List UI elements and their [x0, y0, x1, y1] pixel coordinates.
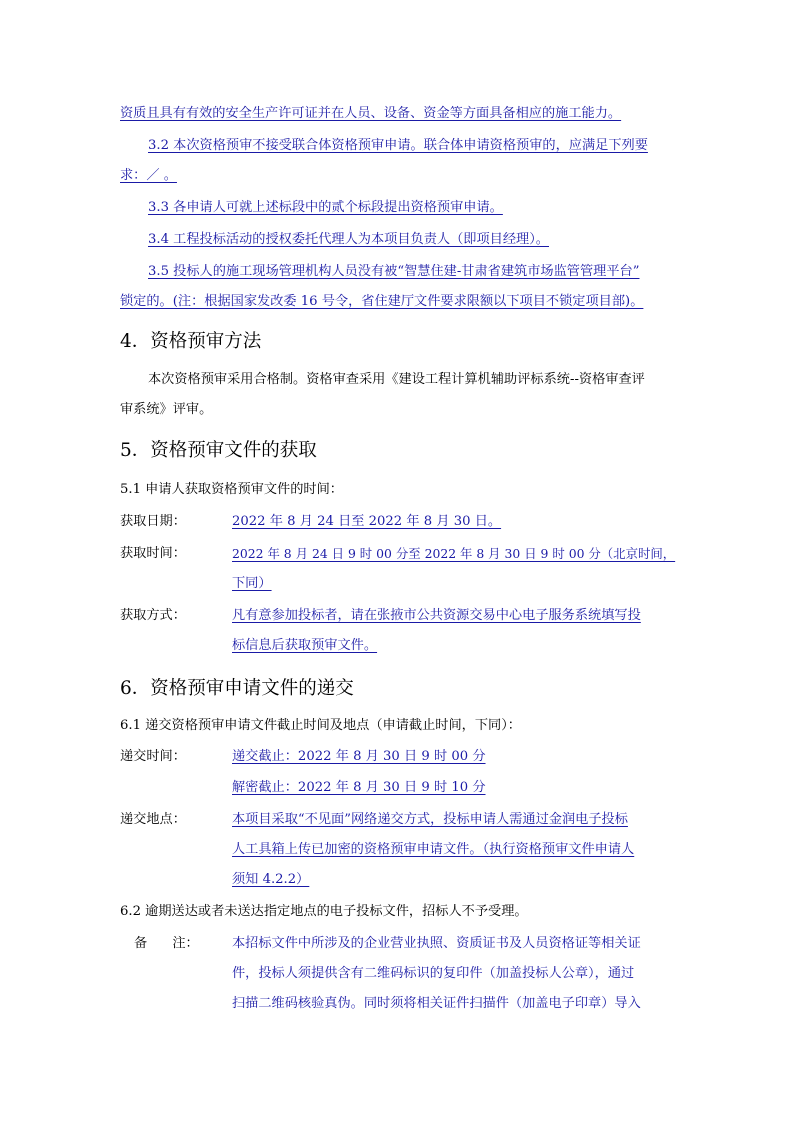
- section-4-heading: 4．资格预审方法: [120, 331, 262, 352]
- note-line2: 件，投标人须提供含有二维码标识的复印件（加盖投标人公章），通过: [232, 966, 635, 981]
- section-6-heading: 6．资格预审申请文件的递交: [120, 678, 354, 699]
- acquire-time-label: 获取时间：: [120, 546, 186, 561]
- note-line1: 本招标文件中所涉及的企业营业执照、资质证书及人员资格证等相关证: [232, 936, 641, 951]
- submit-place-line3: 须知 4.2.2）: [232, 872, 310, 887]
- note-line3: 扫描二维码核验真伪。同时须将相关证件扫描件（加盖电子印章）导入: [232, 996, 641, 1011]
- note-label: 备 注：: [134, 936, 199, 951]
- acquire-date-label: 获取日期：: [120, 514, 186, 529]
- section-4-para-line1: 本次资格预审采用合格制。资格审查采用《建设工程计算机辅助评标系统--资格审查评: [148, 372, 645, 387]
- submit-place-line1: 本项目采取“不见面”网络递交方式，投标申请人需通过金润电子投标: [232, 812, 628, 827]
- acquire-time-value-line2: 下同）: [232, 576, 272, 591]
- clause-3-4: 3.4 工程投标活动的授权委托代理人为本项目负责人（即项目经理）。: [148, 232, 549, 247]
- submit-deadline: 递交截止：2022 年 8 月 30 日 9 时 00 分: [232, 749, 486, 764]
- acquire-method-label: 获取方式：: [120, 608, 186, 623]
- clause-5-1: 5.1 申请人获取资格预审文件的时间：: [120, 482, 343, 497]
- qualification-line: 资质且具有有效的安全生产许可证并在人员、设备、资金等方面具备相应的施工能力。: [120, 106, 622, 121]
- submit-time-label: 递交时间：: [120, 749, 186, 764]
- acquire-time-value-line1: 2022 年 8 月 24 日 9 时 00 分至 2022 年 8 月 30 日 9 时 00 分（北京时间，: [232, 546, 676, 561]
- clause-3-3: 3.3 各申请人可就上述标段中的贰个标段提出资格预审申请。: [148, 200, 503, 215]
- clause-3-5-line1: 3.5 投标人的施工现场管理机构人员没有被“智慧住建-甘肃省建筑市场监管管理平台”: [148, 264, 640, 279]
- acquire-method-value-line1: 凡有意参加投标者，请在张掖市公共资源交易中心电子服务系统填写投: [232, 608, 641, 623]
- submit-place-label: 递交地点：: [120, 812, 186, 827]
- clause-3-2-line1: 3.2 本次资格预审不接受联合体资格预审申请。联合体申请资格预审的，应满足下列要: [148, 138, 648, 153]
- acquire-date-value: 2022 年 8 月 24 日至 2022 年 8 月 30 日。: [232, 514, 502, 529]
- clause-3-2-line2: 求：／ 。: [120, 168, 177, 183]
- clause-6-2: 6.2 逾期送达或者未送达指定地点的电子投标文件，招标人不予受理。: [120, 904, 528, 919]
- submit-place-line2: 人工具箱上传已加密的资格预审申请文件。（执行资格预审文件申请人: [232, 842, 635, 857]
- clause-6-1: 6.1 递交资格预审申请文件截止时间及地点（申请截止时间，下同）：: [120, 718, 521, 733]
- acquire-method-value-line2: 标信息后获取预审文件。: [232, 638, 378, 653]
- clause-3-5-line2: 锁定的。(注：根据国家发改委 16 号令，省住建厅文件要求限额以下项目不锁定项目部)。: [120, 294, 644, 309]
- decrypt-deadline: 解密截止：2022 年 8 月 30 日 9 时 10 分: [232, 780, 486, 795]
- section-5-heading: 5．资格预审文件的获取: [120, 440, 317, 461]
- section-4-para-line2: 审系统》评审。: [120, 402, 213, 417]
